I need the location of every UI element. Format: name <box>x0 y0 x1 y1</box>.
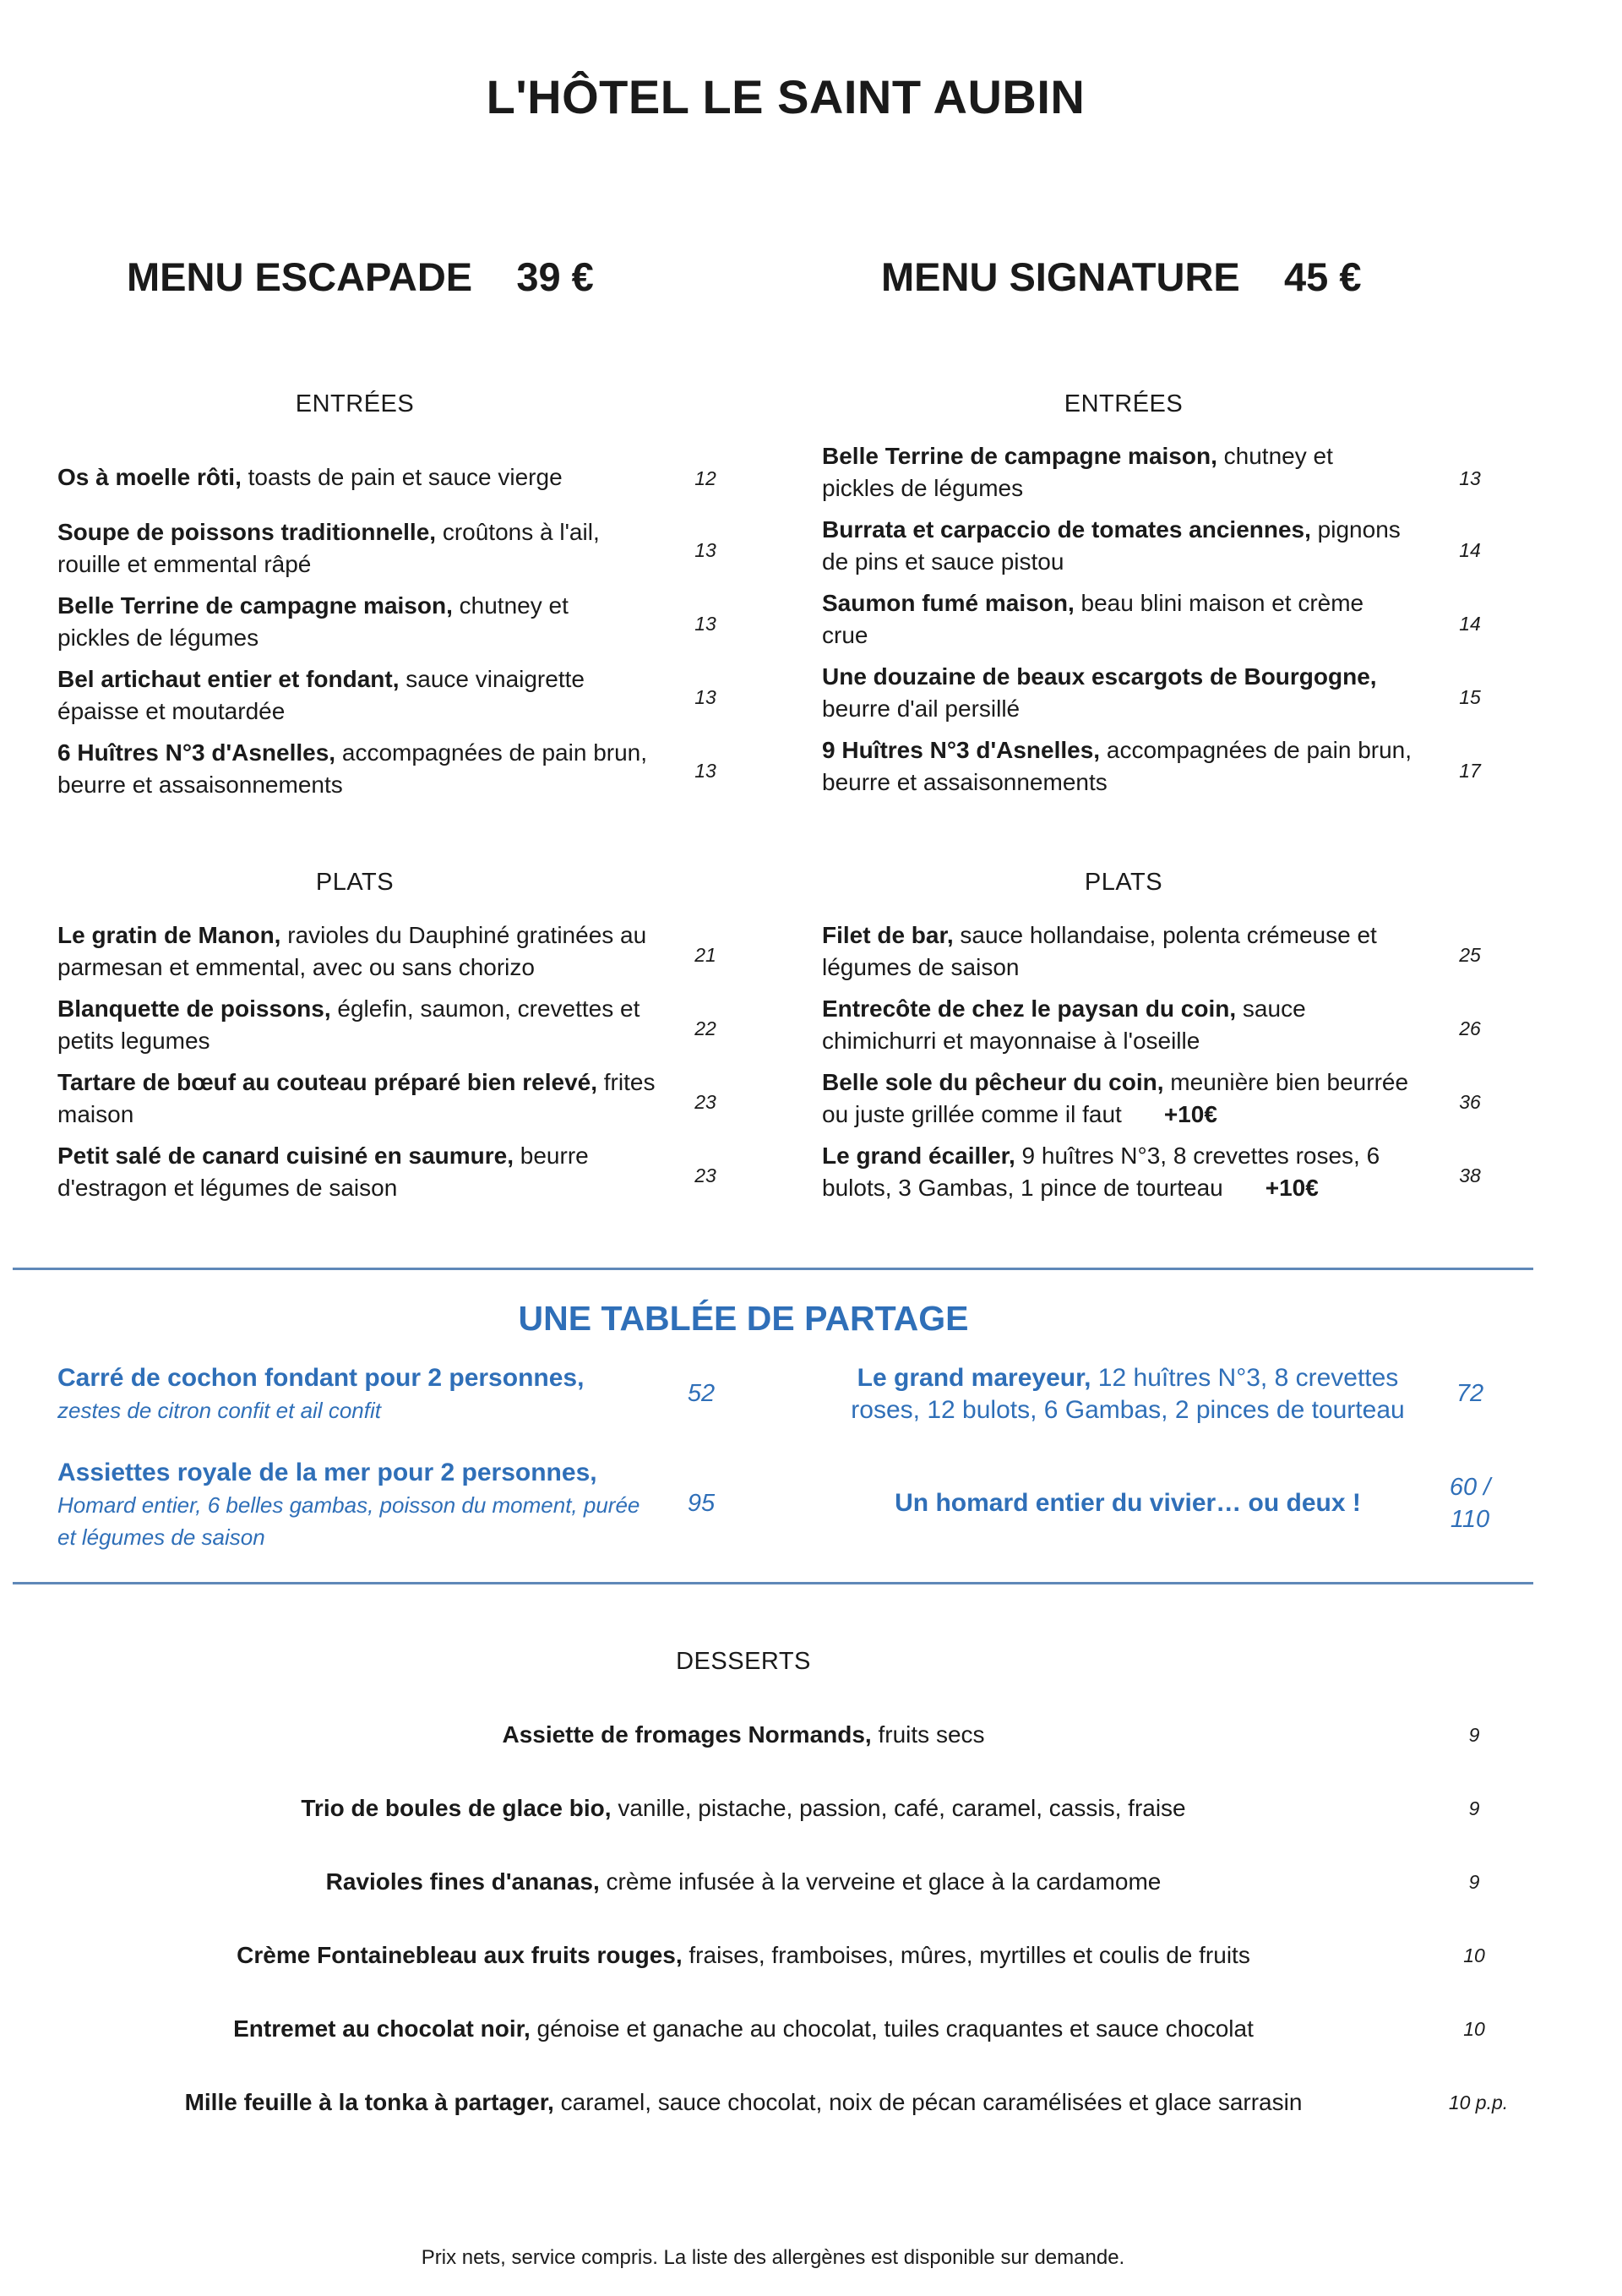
item-name: Bel artichaut entier et fondant, <box>57 666 400 692</box>
item-price: 72 <box>1456 1380 1484 1407</box>
list-item <box>57 1066 666 1131</box>
list-item <box>822 440 1380 504</box>
item-name: Carré de cochon fondant pour 2 personnes, <box>57 1364 585 1392</box>
item-price: 14 <box>1459 539 1481 561</box>
item-price: 17 <box>1459 760 1481 782</box>
page-title: L'HÔTEL LE SAINT AUBIN <box>486 70 1086 123</box>
list-item <box>57 993 666 1057</box>
item-desc: ravioles du Dauphiné gratinées au parmesan et emmental, avec ou sans chorizo <box>57 922 647 980</box>
divider-bottom <box>13 1582 1533 1584</box>
list-item <box>0 2015 1487 2042</box>
item-price: 36 <box>1459 1091 1481 1113</box>
item-name: Le gratin de Manon, <box>57 922 281 948</box>
item-name: Le grand mareyeur, <box>857 1364 1091 1392</box>
item-name: Saumon fumé maison, <box>822 590 1075 616</box>
list-item <box>0 1942 1487 1969</box>
list-item <box>57 590 632 654</box>
item-name: Un homard entier du vivier… ou deux ! <box>895 1489 1361 1517</box>
item-desc: chutney et pickles de légumes <box>57 592 569 651</box>
item-price: 10 <box>1463 1944 1485 1966</box>
list-item <box>822 587 1396 652</box>
item-name: Soupe de poissons traditionnelle, <box>57 519 437 545</box>
item-desc: chutney et pickles de légumes <box>822 443 1333 501</box>
supplement-label: +10€ <box>1265 1175 1319 1201</box>
item-desc: beurre d'ail persillé <box>822 695 1021 722</box>
price-line: 60 / <box>1449 1474 1491 1501</box>
item-name: Belle sole du pêcheur du coin, <box>822 1069 1164 1095</box>
list-item <box>0 2089 1487 2116</box>
item-price <box>1423 1471 1516 1535</box>
item-desc: toasts de pain et sauce vierge <box>241 464 563 490</box>
left-plats-title: PLATS <box>315 869 395 896</box>
list-item <box>822 919 1422 984</box>
item-price: 25 <box>1459 944 1481 966</box>
item-desc: 12 huîtres N°3, 8 crevettes roses, 12 bulots, 6 Gambas, 2 pinces de tourteau <box>851 1364 1405 1424</box>
item-desc: sauce chimichurri et mayonnaise à l'oseille <box>822 995 1306 1054</box>
item-price: 13 <box>694 539 716 561</box>
item-price: 13 <box>694 613 716 635</box>
list-item <box>822 1066 1430 1131</box>
item-name: Burrata et carpaccio de tomates anciennes, <box>822 516 1311 543</box>
item-price: 21 <box>694 944 716 966</box>
list-item <box>57 737 666 801</box>
footer-note: Prix nets, service compris. La liste des allergènes est disponible sur demande. <box>421 2246 1125 2269</box>
item-price: 23 <box>694 1091 716 1113</box>
item-name: Ravioles fines d'ananas, <box>325 1868 600 1895</box>
item-desc: accompagnées de pain brun, beurre et assaisonnements <box>822 737 1412 795</box>
item-price: 13 <box>1459 467 1481 489</box>
partage-title: UNE TABLÉE DE PARTAGE <box>518 1299 969 1338</box>
item-desc: sauce hollandaise, polenta crémeuse et légumes de saison <box>822 922 1377 980</box>
supplement-label: +10€ <box>1163 1101 1217 1127</box>
item-desc: crème infusée à la verveine et glace à la cardamome <box>599 1868 1162 1895</box>
item-price: 12 <box>694 467 716 489</box>
item-price: 26 <box>1459 1017 1481 1039</box>
item-price: 9 <box>1468 1797 1480 1819</box>
list-item <box>0 1721 1487 1748</box>
item-desc: frites maison <box>57 1069 656 1127</box>
item-price: 9 <box>1468 1871 1480 1893</box>
item-desc: pignons de pins et sauce pistou <box>822 516 1401 575</box>
item-name: 9 Huîtres N°3 d'Asnelles, <box>822 737 1101 763</box>
list-item <box>822 734 1430 799</box>
item-desc: beau blini maison et crème crue <box>822 590 1364 648</box>
list-item <box>0 1868 1487 1895</box>
item-price: 22 <box>694 1017 716 1039</box>
item-name: Petit salé de canard cuisiné en saumure, <box>57 1143 514 1169</box>
item-price: 9 <box>1468 1724 1480 1746</box>
list-item <box>57 461 666 494</box>
list-item <box>57 663 649 728</box>
item-price: 13 <box>694 760 716 782</box>
left-entrees-title: ENTRÉES <box>295 390 415 417</box>
item-name: Blanquette de poissons, <box>57 995 331 1022</box>
item-name: Filet de bar, <box>822 922 954 948</box>
item-desc: croûtons à l'ail, rouille et emmental râpé <box>57 519 600 577</box>
item-price: 14 <box>1459 613 1481 635</box>
item-desc: vanille, pistache, passion, café, caramel, cassis, fraise <box>611 1795 1186 1821</box>
list-item <box>57 1140 666 1204</box>
list-item <box>57 516 666 581</box>
item-name: Belle Terrine de campagne maison, <box>822 443 1217 469</box>
menu-signature-heading: MENU SIGNATURE 45 € <box>881 254 1362 299</box>
item-name: Le grand écailler, <box>822 1143 1015 1169</box>
item-name: Entremet au chocolat noir, <box>233 2015 531 2042</box>
item-name: 6 Huîtres N°3 d'Asnelles, <box>57 739 336 766</box>
item-name: Belle Terrine de campagne maison, <box>57 592 453 619</box>
item-desc: fruits secs <box>871 1721 985 1748</box>
list-item <box>57 1457 649 1553</box>
list-item <box>822 993 1371 1057</box>
item-desc: Homard entier, 6 belles gambas, poisson du moment, purée et légumes de saison <box>57 1492 640 1550</box>
item-name: Mille feuille à la tonka à partager, <box>184 2089 554 2115</box>
item-name: Trio de boules de glace bio, <box>301 1795 612 1821</box>
list-item <box>57 919 666 984</box>
right-plats-title: PLATS <box>1084 869 1163 896</box>
item-price: 23 <box>694 1164 716 1186</box>
desserts-title: DESSERTS <box>676 1648 811 1675</box>
item-price: 10 p.p. <box>1448 2091 1509 2113</box>
item-name: Tartare de bœuf au couteau préparé bien relevé, <box>57 1069 597 1095</box>
list-item <box>822 514 1430 578</box>
right-entrees-title: ENTRÉES <box>1064 390 1184 417</box>
item-desc: accompagnées de pain brun, beurre et assaisonnements <box>57 739 648 798</box>
item-desc: sauce vinaigrette épaisse et moutardée <box>57 666 585 724</box>
list-item <box>0 1795 1487 1822</box>
item-name: Entrecôte de chez le paysan du coin, <box>822 995 1237 1022</box>
item-price: 13 <box>694 686 716 708</box>
list-item <box>832 1362 1423 1426</box>
item-desc: génoise et ganache au chocolat, tuiles craquantes et sauce chocolat <box>530 2015 1254 2042</box>
item-desc: fraises, framboises, mûres, myrtilles et coulis de fruits <box>682 1942 1250 1968</box>
item-price: 38 <box>1459 1164 1481 1186</box>
item-desc: zestes de citron confit et ail confit <box>57 1398 381 1423</box>
item-name: Os à moelle rôti, <box>57 464 242 490</box>
item-desc: caramel, sauce chocolat, noix de pécan caramélisées et glace sarrasin <box>553 2089 1303 2115</box>
item-price: 52 <box>687 1380 716 1407</box>
divider-top <box>13 1268 1533 1270</box>
price-line: 110 <box>1450 1506 1490 1533</box>
item-name: Assiette de fromages Normands, <box>502 1721 872 1748</box>
list-item <box>822 1140 1430 1204</box>
item-price: 10 <box>1463 2018 1485 2040</box>
list-item <box>57 1362 666 1426</box>
item-name: Une douzaine de beaux escargots de Bourgogne, <box>822 663 1377 690</box>
item-desc: églefin, saumon, crevettes et petits legumes <box>57 995 640 1054</box>
item-desc: beurre d'estragon et légumes de saison <box>57 1143 589 1201</box>
item-name: Crème Fontainebleau aux fruits rouges, <box>237 1942 683 1968</box>
item-name: Assiettes royale de la mer pour 2 personnes, <box>57 1459 597 1486</box>
item-price: 15 <box>1459 686 1481 708</box>
item-price: 95 <box>687 1490 716 1517</box>
item-desc: 9 huîtres N°3, 8 crevettes roses, 6 bulots, 3 Gambas, 1 pince de tourteau <box>822 1143 1380 1201</box>
item-desc: meunière bien beurrée ou juste grillée comme il faut <box>822 1069 1409 1127</box>
menu-escapade-heading: MENU ESCAPADE 39 € <box>127 254 594 299</box>
list-item <box>822 661 1413 725</box>
list-item <box>832 1487 1423 1519</box>
